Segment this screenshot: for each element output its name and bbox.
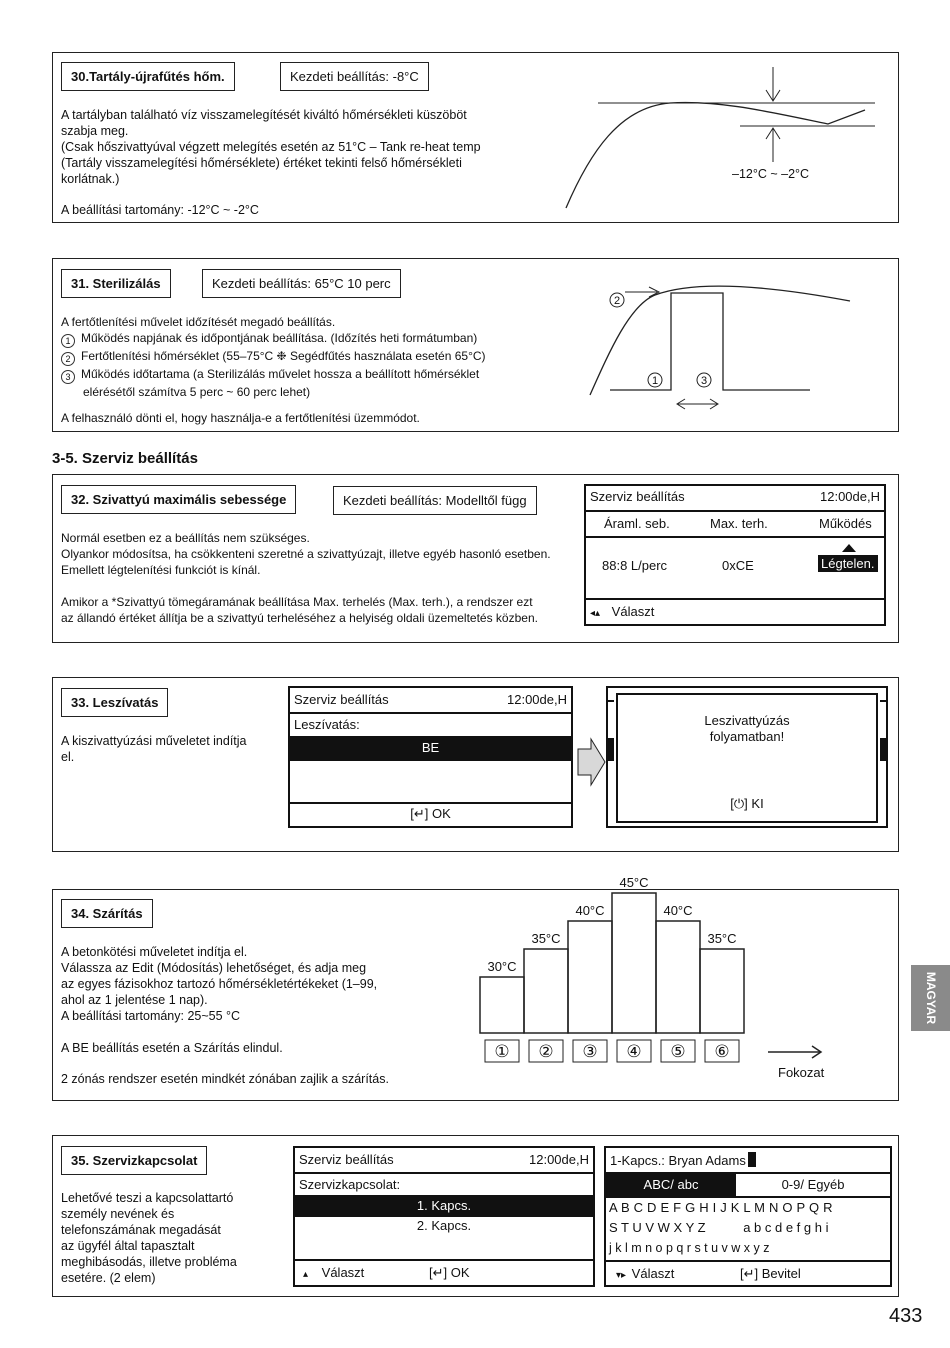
drying-stage-temp-label: 45°C	[619, 875, 649, 890]
drying-stage-bar	[524, 949, 568, 1033]
keyboard-row-3[interactable]: j k l m n o p q r s t u v w x y z	[609, 1241, 770, 1255]
ok-label: OK	[431, 806, 451, 821]
select-label: Választ	[321, 1265, 365, 1280]
screen-title: Szerviz beállítás	[590, 489, 685, 504]
contact-name-entry-screen	[604, 1146, 892, 1287]
sterilization-item-2: 2 Fertőtlenítési hőmérséklet (55–75°C ❉ Segédfűtés használata esetén 65°C)	[61, 348, 533, 366]
select-label: Választ	[631, 1266, 675, 1281]
power-icon[interactable]: [⏻]	[730, 796, 748, 811]
reheat-range-label: –12°C ~ –2°C	[732, 167, 810, 181]
pumpdown-value[interactable]: BE	[290, 736, 571, 759]
section-30-title: 30.Tartály-újrafűtés hőm.	[61, 62, 235, 91]
screen-time: 12:00de,H	[507, 692, 567, 707]
section-35-title: 35. Szervizkapcsolat	[61, 1146, 207, 1175]
section-heading: 3-5. Szerviz beállítás	[52, 450, 198, 467]
enter-key-icon[interactable]: [↵]	[429, 1265, 448, 1280]
input-label: Bevitel	[761, 1266, 801, 1281]
section-32-description-2: Amikor a *Szivattyú tömegáramának beállítása Max. terhelés (Max. terh.), a rendszer ezt az állandó értéket állítja be a szivattyú terheléséhez a helyiség oldali üzemeltetés közben.	[61, 595, 538, 625]
contact-item-2[interactable]: 2. Kapcs.	[416, 1218, 472, 1233]
up-arrow-icon[interactable]	[842, 544, 856, 552]
drying-stage-number: ④	[626, 1042, 642, 1061]
drying-stage-temp-label: 40°C	[663, 903, 693, 918]
stage-axis-label: Fokozat	[778, 1065, 825, 1080]
drying-stage-bar	[656, 921, 700, 1033]
text-cursor	[748, 1152, 756, 1167]
ok-label: OK	[450, 1265, 470, 1280]
tab-letters[interactable]: ABC/ abc	[606, 1174, 736, 1196]
select-label: Választ	[611, 604, 655, 619]
screen-title: Szerviz beállítás	[299, 1152, 394, 1167]
screen-title: Szerviz beállítás	[294, 692, 389, 707]
section-32-description: Normál esetben ez a beállítás nem szükséges. Olyankor módosítsa, ha csökkenteni szeretné a szivattyúzajt, illetve egyéb hasonló esetben. Emellett légtelenítési funkciót is kínál.	[61, 531, 551, 577]
drying-stage-number: ②	[538, 1042, 554, 1061]
svg-text:2: 2	[613, 295, 621, 307]
pumpdown-popup	[616, 693, 878, 823]
enter-key-icon[interactable]: [↵]	[740, 1266, 759, 1281]
section-30-description: A tartályban található víz visszamelegítését kiváltó hőmérsékleti küszöböt szabja meg. (Csak hőszivattyúval végzett melegítés esetén az 51°C – Tank re-heat temp (Tartály visszamelegítési hőmérséklete) értéket tekinti felső hőmérsékleti korlátnak.)	[61, 108, 481, 186]
drying-stage-temp-label: 35°C	[531, 931, 561, 946]
popup-message-line1: Leszivattyúzás	[704, 713, 790, 728]
drying-stage-bar	[612, 893, 656, 1033]
drying-stage-temp-label: 40°C	[575, 903, 605, 918]
operation-value[interactable]: Légtelen.	[818, 555, 878, 572]
left-up-arrow-icon[interactable]: ◂▴	[590, 608, 601, 619]
drying-stage-number: ①	[494, 1042, 510, 1061]
flow-rate-header: Áraml. seb.	[604, 516, 670, 531]
max-load-value: 0xCE	[722, 558, 754, 573]
drying-stage-number: ⑥	[714, 1042, 730, 1061]
section-34-description: A betonkötési műveletet indítja el. Válassza az Edit (Módosítás) lehetőséget, és adja meg az egyes fázisokhoz tartozó hőmérsékletértékeket (1–99, ahol az 1 jelentése 1 nap). A beállítási tartomány: 25~55 °C	[61, 945, 378, 1023]
section-31-description: A fertőtlenítési művelet időzítését megadó beállítás. 1 Működés napjának és időpontjának beállítása. (Időzítés heti formátumban) 2 Fertőtlenítési hőmérséklet (55–75°C ❉ Segédfűtés használata esetén 65°C) 3 Működés időtartama (a Sterilizálás művelet hossza a beállított hőmérséklet elérésétől számítva 5 perc ~ 60 perc lehet)	[61, 314, 533, 400]
pumpdown-screen	[288, 686, 573, 828]
contact-name-input[interactable]: 1-Kapcs.: Bryan Adams	[610, 1153, 746, 1168]
service-contact-label: Szervizkapcsolat:	[299, 1177, 401, 1192]
drying-stage-temp-label: 35°C	[707, 931, 737, 946]
drying-stage-chart	[470, 875, 870, 1090]
max-load-header: Max. terh.	[710, 516, 768, 531]
section-34-description-3: 2 zónás rendszer esetén mindkét zónában zajlik a szárítás.	[61, 1072, 389, 1086]
svg-text:1: 1	[651, 375, 659, 387]
drying-stage-bar	[700, 949, 744, 1033]
section-31-note: A felhasználó dönti el, hogy használja-e a fertőtlenítési üzemmódot.	[61, 411, 420, 425]
section-31-default: Kezdeti beállítás: 65°C 10 perc	[202, 269, 401, 298]
tab-numbers-other[interactable]: 0-9/ Egyéb	[781, 1177, 845, 1192]
section-30-range: A beállítási tartomány: -12°C ~ -2°C	[61, 203, 259, 217]
enter-key-icon[interactable]: [↵]	[410, 806, 429, 821]
sterilization-item-1: 1 Működés napjának és időpontjának beállítása. (Időzítés heti formátumban)	[61, 330, 533, 348]
drying-stage-bar	[568, 921, 612, 1033]
screen-time: 12:00de,H	[820, 489, 880, 504]
section-33-title: 33. Leszívatás	[61, 688, 168, 717]
popup-message-line2: folyamatban!	[709, 729, 785, 744]
section-34-description-2: A BE beállítás esetén a Szárítás elindul.	[61, 1041, 283, 1055]
service-contact-screen	[293, 1146, 595, 1287]
section-33-description: A kiszivattyúzási műveletet indítja el.	[61, 734, 247, 764]
section-32-default: Kezdeti beállítás: Modelltől függ	[333, 486, 537, 515]
svg-text:3: 3	[700, 375, 708, 387]
next-arrow-icon	[577, 737, 607, 787]
section-34-title: 34. Szárítás	[61, 899, 153, 928]
pumpdown-progress-screen	[606, 686, 888, 828]
contact-item-1[interactable]: 1. Kapcs.	[295, 1195, 593, 1217]
section-31-title: 31. Sterilizálás	[61, 269, 171, 298]
keyboard-row-2[interactable]: S T U V W X Y Z a b c d e f g h i	[609, 1220, 829, 1235]
reheat-temperature-diagram	[560, 62, 880, 212]
pumpdown-label: Leszívatás:	[294, 717, 360, 732]
drying-stage-number: ③	[582, 1042, 598, 1061]
sterilization-item-3: 3 Működés időtartama (a Sterilizálás művelet hossza a beállított hőmérséklet	[61, 366, 533, 384]
page-number: 433	[889, 1305, 923, 1327]
section-35-description: Lehetővé teszi a kapcsolattartó személy nevének és telefonszámának megadását az ügyfél által tapasztalt meghibásodás, illetve probléma esetére. (2 elem)	[61, 1191, 237, 1285]
flow-rate-value: 88:8 L/perc	[602, 558, 668, 573]
up-arrow-icon[interactable]: ▴	[303, 1269, 309, 1280]
sterilization-diagram	[585, 275, 865, 415]
pump-speed-screen	[584, 484, 886, 626]
drying-stage-bar	[480, 977, 524, 1033]
operation-header: Működés	[819, 516, 872, 531]
drying-stage-number: ⑤	[670, 1042, 686, 1061]
section-32-title: 32. Szivattyú maximális sebessége	[61, 485, 296, 514]
drying-stage-temp-label: 30°C	[487, 959, 517, 974]
keyboard-row-1[interactable]: A B C D E F G H I J K L M N O P Q R	[609, 1200, 833, 1215]
down-right-arrow-icon[interactable]: ▾▸	[616, 1270, 627, 1281]
language-side-tab: MAGYAR	[911, 965, 950, 1031]
section-30-default: Kezdeti beállítás: -8°C	[280, 62, 429, 91]
screen-time: 12:00de,H	[529, 1152, 589, 1167]
exit-label: KI	[751, 796, 764, 811]
